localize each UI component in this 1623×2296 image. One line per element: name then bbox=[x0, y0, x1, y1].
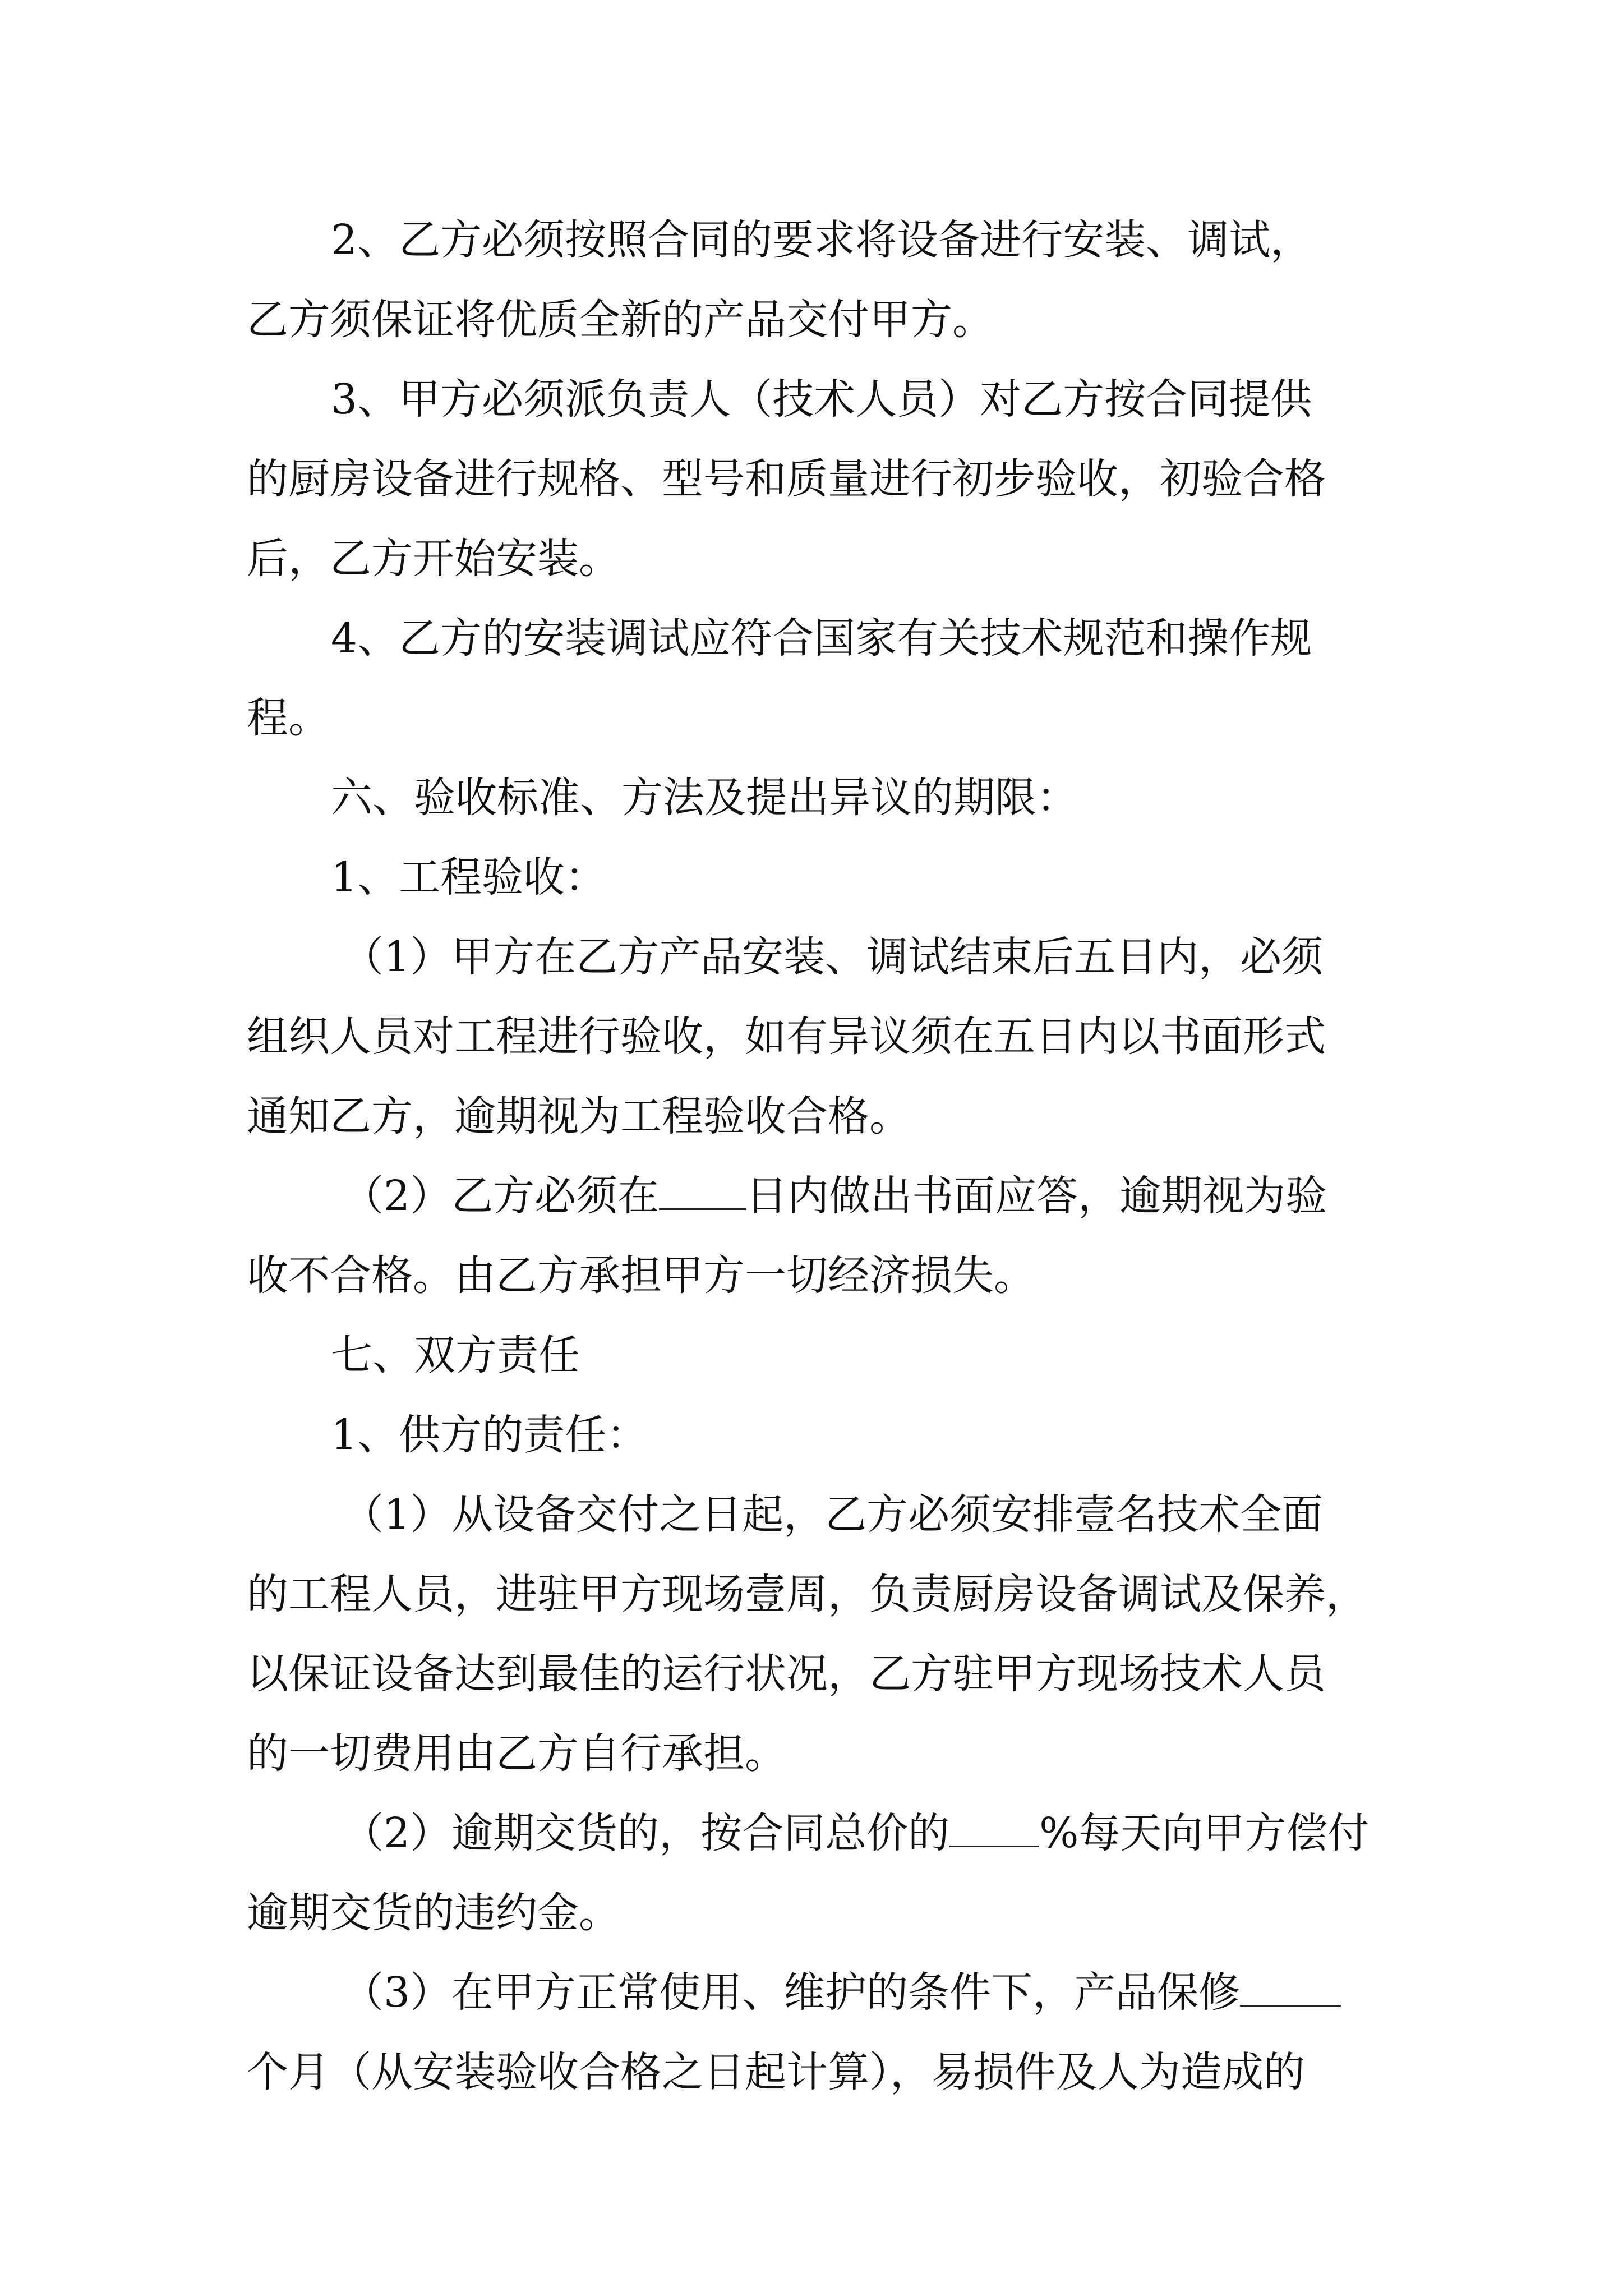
duty-1-line-1: （1）从设备交付之日起，乙方必须安排壹名技术全面 bbox=[342, 1490, 1324, 1539]
duty-1-line-2: 的工程人员，进驻甲方现场壹周，负责厨房设备调试及保养， bbox=[247, 1570, 1367, 1618]
item-1-line-1: （1）甲方在乙方产品安装、调试结束后五日内，必须 bbox=[342, 933, 1324, 981]
clause-2-line-1: 2、乙方必须按照合同的要求将设备进行安装、调试， bbox=[331, 216, 1312, 264]
clause-4-line-1: 4、乙方的安装调试应符合国家有关技术规范和操作规 bbox=[331, 614, 1312, 662]
clause-3-line-3: 后，乙方开始安装。 bbox=[247, 535, 620, 583]
clause-3-line-1: 3、甲方必须派负责人（技术人员）对乙方按合同提供 bbox=[331, 375, 1312, 424]
duty-3-line-2: 个月（从安装验收合格之日起计算），易损件及人为造成的 bbox=[247, 2048, 1305, 2096]
duty-1-line-4: 的一切费用由乙方自行承担。 bbox=[247, 1729, 786, 1778]
item-2-line-1 bbox=[342, 1168, 1327, 1224]
duty-2-text-after-blank: %每天向甲方偿付 bbox=[1039, 1809, 1370, 1857]
duty-3-text-before-blank: （3）在甲方正常使用、维护的条件下，产品保修 bbox=[342, 1968, 1241, 2017]
section-6-heading: 六、验收标准、方法及提出异议的期限： bbox=[331, 774, 1078, 822]
subsection-1-heading: 1、工程验收： bbox=[331, 853, 607, 901]
clause-2-line-2: 乙方须保证将优质全新的产品交付甲方。 bbox=[247, 296, 994, 344]
clause-4-line-2: 程。 bbox=[247, 694, 330, 742]
section-7-heading: 七、双方责任 bbox=[331, 1331, 580, 1379]
item-1-line-2: 组织人员对工程进行验收，如有异议须在五日内以书面形式 bbox=[247, 1013, 1326, 1061]
item-1-line-3: 通知乙方，逾期视为工程验收合格。 bbox=[247, 1092, 911, 1140]
duty-3-line-1 bbox=[342, 1964, 1341, 2021]
fill-in-blank-days bbox=[659, 1169, 746, 1210]
duty-2-text-before-blank: （2）逾期交货的，按合同总价的 bbox=[342, 1809, 950, 1857]
fill-in-blank-percent bbox=[949, 1806, 1039, 1847]
item-2-text-after-blank: 日内做出书面应答，逾期视为验 bbox=[746, 1172, 1327, 1220]
item-2-line-2: 收不合格。由乙方承担甲方一切经济损失。 bbox=[247, 1251, 1035, 1300]
supplier-duty-heading: 1、供方的责任： bbox=[331, 1411, 648, 1459]
duty-2-line-1 bbox=[342, 1805, 1369, 1861]
duty-1-line-3: 以保证设备达到最佳的运行状况，乙方驻甲方现场技术人员 bbox=[247, 1650, 1326, 1698]
duty-2-line-2: 逾期交货的违约金。 bbox=[247, 1889, 620, 1937]
item-2-text-before-blank: （2）乙方必须在 bbox=[342, 1172, 660, 1220]
fill-in-blank-months bbox=[1240, 1966, 1341, 2007]
clause-3-line-2: 的厨房设备进行规格、型号和质量进行初步验收，初验合格 bbox=[247, 455, 1326, 503]
